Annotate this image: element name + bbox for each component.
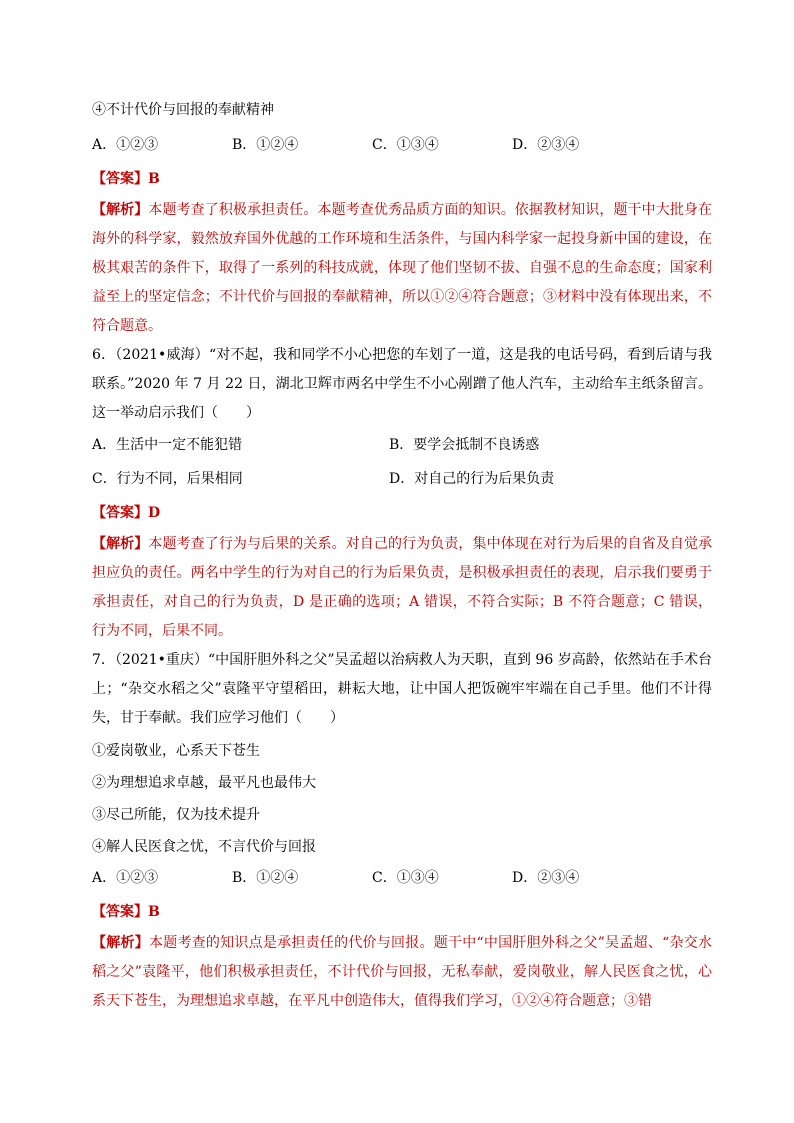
q6-answer-value: D: [148, 505, 161, 521]
q5-analysis-text: 本题考查了积极承担责任。本题考查优秀品质方面的知识。依据教材知识，题干中大批身在海外的科学家，毅然放弃国外优越的工作环境和生活条件，与国内科学家一起投身新中国的建设，在极其艰苦的条件下，取得了一系列的科技成就，体现了他们坚韧不拔、自强不息的生命态度；国家利益至上的坚定信念；不计代价与回报的奉献精神，所以①②④符合题意；③材料中没有体现出来，不符合题意。: [92, 202, 713, 334]
q6-options-row-1: [92, 428, 712, 462]
q7-analysis: [92, 929, 712, 1016]
q6-option-d: D．对自己的行为后果负责: [389, 471, 555, 487]
q7-analysis-tag: 【解析】: [92, 935, 149, 951]
q7-stem-text: “中国肝胆外科之父”吴孟超以治病救人为天职，直到 96 岁高龄，依然站在手术台上；“杂交水稻之父”袁隆平守望稻田，耕耘大地，让中国人把饭碗牢牢端在自己手里。他们不计得失，甘于奉献。我们应学习他们（ ）: [92, 652, 712, 726]
q7-item-3: ③尽己所能，仅为技术提升: [92, 807, 260, 823]
q6-analysis: [92, 530, 712, 646]
q5-options: [92, 128, 712, 162]
q5-answer-value: B: [148, 171, 160, 187]
q5-analysis: [92, 196, 712, 341]
q5-answer-tag: 【答案】: [92, 171, 148, 187]
q7-analysis-text: 本题考查的知识点是承担责任的代价与回报。题干中“中国肝胆外科之父”吴孟超、“杂交水稻之父”袁隆平，他们积极承担责任，不计代价与回报，无私奉献，爱岗敬业，解人民医食之忧，心系天下苍生，为理想追求卓越，在平凡中创造伟大，值得我们学习，①②④符合题意；③错: [92, 935, 712, 1009]
q6-answer: [92, 496, 712, 530]
q6-option-b: B．要学会抵制不良诱惑: [389, 437, 540, 453]
page-content: [92, 96, 712, 1016]
q7-option-b: B．①②④: [232, 870, 299, 886]
q7-item-4: ④解人民医食之忧，不言代价与回报: [92, 839, 316, 855]
q5-option-a: A．①②③: [92, 137, 159, 153]
q6-options-row-2: [92, 462, 712, 496]
q6-option-c: C．行为不同，后果相同: [92, 471, 243, 487]
q5-answer: [92, 162, 712, 196]
q7-item-1: ①爱岗敬业，心系天下苍生: [92, 743, 260, 759]
q5-analysis-tag: 【解析】: [92, 202, 149, 218]
q5-item-4: ④不计代价与回报的奉献精神: [92, 102, 274, 118]
q6-analysis-tag: 【解析】: [92, 536, 149, 552]
q6-stem: [92, 341, 712, 428]
q7-number: 7．: [92, 652, 115, 668]
q6-stem-text: “对不起，我和同学不小心把您的车划了一道，这是我的电话号码，看到后请与我联系。”2020 年 7 月 22 日，湖北卫辉市两名中学生不小心剐蹭了他人汽车，主动给车主纸条留言。这一举动启示我们（ ）: [92, 347, 712, 421]
q5-option-b: B．①②④: [232, 137, 299, 153]
q6-option-a: A．生活中一定不能犯错: [92, 437, 243, 453]
q5-option-c: C．①③④: [372, 137, 439, 153]
q7-answer: [92, 895, 712, 929]
q6-number: 6．: [92, 347, 116, 363]
q7-answer-tag: 【答案】: [92, 904, 148, 920]
q7-options: [92, 861, 712, 895]
q7-option-d: D．②③④: [512, 870, 580, 886]
q7-option-a: A．①②③: [92, 870, 159, 886]
q5-option-d: D．②③④: [512, 137, 580, 153]
q6-source: （2021•威海）: [115, 347, 209, 363]
q7-option-c: C．①③④: [372, 870, 439, 886]
q7-source: （2021•重庆）: [114, 652, 208, 668]
q7-stem: [92, 646, 712, 733]
q7-answer-value: B: [148, 904, 160, 920]
q6-answer-tag: 【答案】: [92, 505, 148, 521]
q7-item-2: ②为理想追求卓越，最平凡也最伟大: [92, 775, 316, 791]
q6-analysis-text: 本题考查了行为与后果的关系。对自己的行为负责，集中体现在对行为后果的自省及自觉承担应负的责任。两名中学生的行为对自己的行为后果负责，是积极承担责任的表现，启示我们要勇于承担责任，对自己的行为负责，D 是正确的选项；A 错误，不符合实际；B 不符合题意；C 错误，行为不同，后果不同。: [92, 536, 713, 639]
